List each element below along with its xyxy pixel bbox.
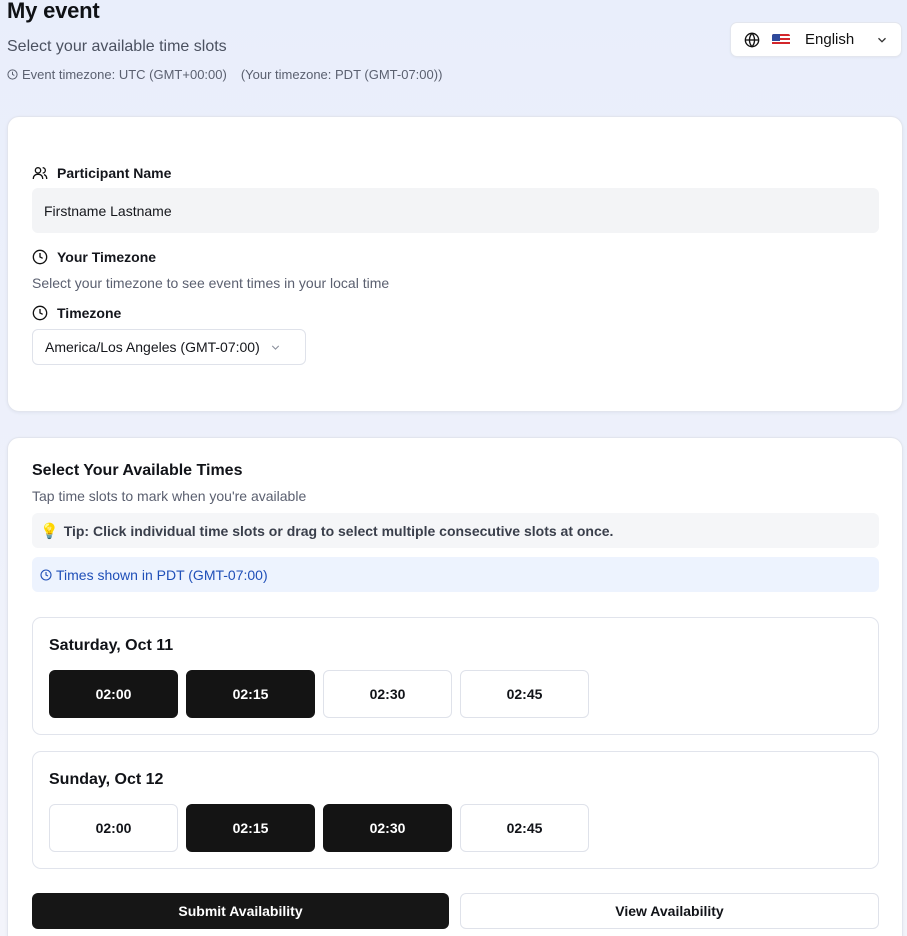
- participant-name-label-row: [32, 165, 171, 181]
- lightbulb-icon: 💡: [40, 522, 59, 540]
- users-icon: [32, 165, 48, 181]
- day-label: Sunday, Oct 12: [49, 771, 164, 788]
- time-slot-list: [49, 804, 589, 852]
- clock-icon: [40, 569, 52, 581]
- time-slot[interactable]: 02:45: [460, 804, 589, 852]
- participant-name-input[interactable]: Firstname Lastname: [32, 188, 879, 233]
- your-timezone-label-row: [32, 249, 156, 265]
- chevron-down-icon: [875, 33, 889, 47]
- your-timezone-heading: Your Timezone: [57, 249, 157, 265]
- language-label: English: [805, 31, 855, 48]
- time-slot[interactable]: 02:30: [323, 670, 452, 718]
- clock-icon: [32, 249, 48, 265]
- timezone-label: Timezone: [57, 305, 122, 321]
- participant-name-label: Participant Name: [57, 165, 172, 181]
- day-card-saturday: [32, 617, 879, 735]
- view-availability-button[interactable]: View Availability: [460, 893, 879, 929]
- us-flag-icon: [772, 34, 790, 46]
- times-shown-banner: [32, 557, 879, 592]
- time-slot[interactable]: 02:00: [49, 804, 178, 852]
- tip-banner: [32, 513, 879, 548]
- time-slot[interactable]: 02:45: [460, 670, 589, 718]
- participant-card: [7, 116, 903, 412]
- clock-icon: [7, 69, 18, 80]
- times-shown-text: Times shown in PDT (GMT-07:00): [56, 566, 268, 583]
- clock-icon: [32, 305, 48, 321]
- timezone-help-text: Select your timezone to see event times in your local time: [32, 275, 390, 291]
- availability-subtitle: Tap time slots to mark when you're available: [32, 488, 307, 504]
- page-subtitle: Select your available time slots: [7, 38, 227, 55]
- event-timezone-text: Event timezone: UTC (GMT+00:00): [22, 67, 227, 82]
- submit-availability-button[interactable]: Submit Availability: [32, 893, 449, 929]
- timezone-select-value: America/Los Angeles (GMT-07:00): [45, 339, 260, 355]
- timezone-select[interactable]: [32, 329, 306, 365]
- time-slot[interactable]: 02:15: [186, 804, 315, 852]
- chevron-down-icon: [269, 341, 282, 354]
- day-label: Saturday, Oct 11: [49, 637, 174, 654]
- availability-title: Select Your Available Times: [32, 462, 243, 479]
- time-slot[interactable]: 02:15: [186, 670, 315, 718]
- timezone-label-row: [32, 305, 121, 321]
- tip-text: Tip: Click individual time slots or drag to select multiple consecutive slots at once.: [63, 522, 614, 539]
- availability-card: [7, 437, 903, 936]
- time-slot[interactable]: 02:30: [323, 804, 452, 852]
- timezone-info: [7, 67, 442, 82]
- your-timezone-text: (Your timezone: PDT (GMT-07:00)): [240, 67, 443, 82]
- day-card-sunday: [32, 751, 879, 869]
- page-title: My event: [7, 0, 100, 23]
- time-slot[interactable]: 02:00: [49, 670, 178, 718]
- language-selector[interactable]: [730, 22, 902, 57]
- time-slot-list: [49, 670, 589, 718]
- globe-icon: [744, 32, 760, 48]
